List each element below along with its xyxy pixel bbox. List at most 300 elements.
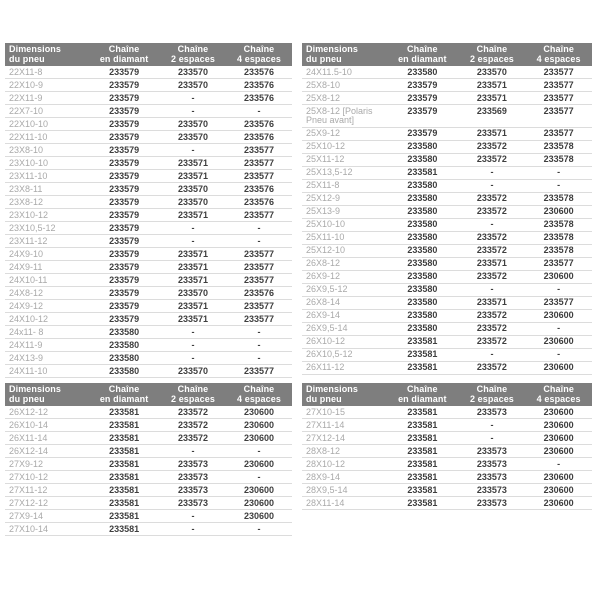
tire-size-cell: 23X10,5-12	[5, 222, 88, 235]
table-row	[5, 497, 292, 510]
part-number-cell: -	[459, 432, 526, 445]
table-row	[5, 261, 292, 274]
col-header-diamond-chain: Chaîne en diamant	[88, 383, 160, 406]
part-number-cell: 233572	[160, 432, 226, 445]
part-number-cell: 230600	[525, 419, 592, 432]
part-number-cell: 233577	[226, 170, 292, 183]
part-number-cell: 233577	[226, 313, 292, 326]
part-number-cell: 233579	[88, 313, 160, 326]
part-number-cell: 233579	[386, 92, 459, 105]
part-number-cell: 233572	[459, 140, 526, 153]
table-row	[5, 79, 292, 92]
tire-size-cell: 23X11-10	[5, 170, 88, 183]
part-number-cell: 233579	[88, 235, 160, 248]
tire-chain-table-bottom-left	[5, 383, 292, 536]
table-row	[302, 322, 592, 335]
part-number-cell: -	[525, 458, 592, 471]
table-header	[5, 43, 292, 66]
part-number-cell: 233576	[226, 196, 292, 209]
tire-size-cell: 25X12-9	[302, 192, 386, 205]
tire-size-cell: 23X8-12	[5, 196, 88, 209]
tire-size-cell: 23X11-12	[5, 235, 88, 248]
part-number-cell: 233577	[226, 157, 292, 170]
part-number-cell: -	[226, 235, 292, 248]
tire-size-cell: 25X8-12	[302, 92, 386, 105]
tire-size-cell: 23X10-10	[5, 157, 88, 170]
part-number-cell: 233572	[459, 153, 526, 166]
part-number-cell: 233580	[88, 326, 160, 339]
part-number-cell: 233577	[525, 127, 592, 140]
tire-size-cell: 26X10-12	[302, 335, 386, 348]
part-number-cell: 233581	[386, 348, 459, 361]
tire-size-cell: 24x11- 8	[5, 326, 88, 339]
part-number-cell: 233573	[459, 471, 526, 484]
part-number-cell: 233579	[88, 261, 160, 274]
table-row	[302, 458, 592, 471]
tire-size-cell: 22X7-10	[5, 105, 88, 118]
table-row	[302, 231, 592, 244]
tire-size-cell: 28X9,5-14	[302, 484, 386, 497]
part-number-cell: 233581	[88, 523, 160, 536]
table-row	[302, 406, 592, 419]
part-number-cell: 233572	[459, 192, 526, 205]
part-number-cell: 233577	[226, 144, 292, 157]
col-header-tire-dimensions: Dimensions du pneu	[302, 383, 386, 406]
part-number-cell: 233576	[226, 118, 292, 131]
tire-size-cell: 24X10-12	[5, 313, 88, 326]
col-header-4-space-chain: Chaîne 4 espaces	[525, 383, 592, 406]
table-row	[302, 335, 592, 348]
table-row	[5, 523, 292, 536]
col-header-diamond-chain: Chaîne en diamant	[386, 383, 459, 406]
part-number-cell: 233577	[226, 365, 292, 378]
part-number-cell: 230600	[525, 361, 592, 374]
part-number-cell: 233579	[88, 170, 160, 183]
part-number-cell: 233579	[88, 157, 160, 170]
part-number-cell: 230600	[226, 484, 292, 497]
part-number-cell: 233581	[88, 406, 160, 419]
tire-size-cell: 27X11-14	[302, 419, 386, 432]
table-row	[5, 222, 292, 235]
tire-size-cell: 22X11-10	[5, 131, 88, 144]
part-number-cell: 230600	[525, 484, 592, 497]
table-row	[302, 79, 592, 92]
tire-size-cell: 24X11-10	[5, 365, 88, 378]
table-row	[302, 497, 592, 510]
part-number-cell: 233581	[88, 510, 160, 523]
part-number-cell: 233572	[459, 270, 526, 283]
part-number-cell: 233580	[386, 66, 459, 79]
table-row	[302, 471, 592, 484]
part-number-cell: -	[459, 348, 526, 361]
part-number-cell: 230600	[525, 432, 592, 445]
table-row	[302, 166, 592, 179]
part-number-cell: 233576	[226, 131, 292, 144]
part-number-cell: -	[160, 222, 226, 235]
table-row	[5, 209, 292, 222]
part-number-cell: 233577	[525, 79, 592, 92]
part-number-cell: -	[525, 166, 592, 179]
part-number-cell: 233579	[88, 92, 160, 105]
table-row	[5, 484, 292, 497]
part-number-cell: 233572	[160, 419, 226, 432]
part-number-cell: 233570	[459, 66, 526, 79]
part-number-cell: 233572	[459, 309, 526, 322]
tire-size-cell: 25X9-12	[302, 127, 386, 140]
part-number-cell: 233581	[386, 361, 459, 374]
part-number-cell: 233576	[226, 79, 292, 92]
part-number-cell: 233580	[386, 231, 459, 244]
part-number-cell: 233578	[525, 192, 592, 205]
part-number-cell: 233572	[160, 406, 226, 419]
table-row	[5, 287, 292, 300]
part-number-cell: 233577	[226, 261, 292, 274]
part-number-cell: 233573	[459, 484, 526, 497]
part-number-cell: 233571	[459, 257, 526, 270]
table-row	[5, 300, 292, 313]
part-number-cell: 233576	[226, 66, 292, 79]
part-number-cell: 233581	[88, 458, 160, 471]
part-number-cell: 230600	[525, 406, 592, 419]
part-number-cell: 233579	[386, 105, 459, 128]
col-header-tire-dimensions: Dimensions du pneu	[5, 383, 88, 406]
table-row	[302, 257, 592, 270]
table-row	[302, 309, 592, 322]
tire-size-cell: 24X11-9	[5, 339, 88, 352]
part-number-cell: 230600	[525, 335, 592, 348]
part-number-cell: 233571	[459, 79, 526, 92]
part-number-cell: 233579	[88, 248, 160, 261]
part-number-cell: 233573	[459, 497, 526, 510]
table-row	[5, 92, 292, 105]
part-number-cell: -	[226, 445, 292, 458]
part-number-cell: 233576	[226, 92, 292, 105]
part-number-cell: 233571	[160, 274, 226, 287]
table-row	[5, 118, 292, 131]
tire-size-cell: 24X9-10	[5, 248, 88, 261]
table-row	[5, 352, 292, 365]
tire-size-cell: 26X10-14	[5, 419, 88, 432]
part-number-cell: 233581	[88, 497, 160, 510]
tire-size-cell: 28X11-14	[302, 497, 386, 510]
tire-size-cell: 26X12-12	[5, 406, 88, 419]
table-row	[5, 406, 292, 419]
tire-size-cell: 27X10-15	[302, 406, 386, 419]
part-number-cell: 233572	[459, 361, 526, 374]
table-row	[5, 144, 292, 157]
part-number-cell: 233579	[88, 287, 160, 300]
part-number-cell: 233579	[88, 118, 160, 131]
part-number-cell: 230600	[525, 497, 592, 510]
part-number-cell: 233579	[88, 209, 160, 222]
part-number-cell: 233576	[226, 287, 292, 300]
tire-size-cell: 23X8-11	[5, 183, 88, 196]
tire-chain-table	[302, 383, 592, 510]
tire-size-cell: 26X9-14	[302, 309, 386, 322]
table-row	[302, 445, 592, 458]
table-row	[5, 365, 292, 378]
part-number-cell: 233577	[525, 105, 592, 128]
part-number-cell: 233580	[386, 244, 459, 257]
part-number-cell: 233581	[386, 406, 459, 419]
part-number-cell: -	[525, 348, 592, 361]
table-row	[5, 157, 292, 170]
part-number-cell: 233578	[525, 231, 592, 244]
part-number-cell: 233580	[88, 365, 160, 378]
part-number-cell: 233579	[88, 66, 160, 79]
tire-size-cell: 27X12-12	[5, 497, 88, 510]
table-row	[302, 153, 592, 166]
part-number-cell: -	[226, 471, 292, 484]
part-number-cell: -	[459, 179, 526, 192]
part-number-cell: 233579	[88, 79, 160, 92]
part-number-cell: 233580	[386, 205, 459, 218]
part-number-cell: 230600	[525, 445, 592, 458]
tire-chain-table	[5, 43, 292, 378]
table-row	[5, 274, 292, 287]
part-number-cell: 233570	[160, 196, 226, 209]
tire-size-cell: 25X11-10	[302, 231, 386, 244]
part-number-cell: 233572	[459, 205, 526, 218]
part-number-cell: 230600	[226, 458, 292, 471]
part-number-cell: 233579	[88, 274, 160, 287]
table-row	[5, 235, 292, 248]
part-number-cell: 230600	[525, 309, 592, 322]
part-number-cell: 233577	[525, 257, 592, 270]
part-number-cell: -	[160, 352, 226, 365]
part-number-cell: 233579	[88, 105, 160, 118]
part-number-cell: 233580	[386, 192, 459, 205]
table-row	[5, 170, 292, 183]
part-number-cell: 233579	[88, 183, 160, 196]
part-number-cell: -	[226, 326, 292, 339]
part-number-cell: -	[160, 326, 226, 339]
tire-chain-table-top-right	[302, 43, 592, 375]
table-header	[302, 383, 592, 406]
part-number-cell: 233572	[459, 322, 526, 335]
part-number-cell: 233572	[459, 231, 526, 244]
part-number-cell: 233571	[160, 170, 226, 183]
tire-size-cell: 28X8-12	[302, 445, 386, 458]
part-number-cell: 233578	[525, 244, 592, 257]
tire-size-cell: 25X13-9	[302, 205, 386, 218]
part-number-cell: 233572	[459, 244, 526, 257]
table-row	[5, 105, 292, 118]
part-number-cell: 233580	[386, 309, 459, 322]
part-number-cell: 233571	[459, 92, 526, 105]
table-row	[5, 471, 292, 484]
table-header	[5, 383, 292, 406]
part-number-cell: 233572	[459, 335, 526, 348]
part-number-cell: 233573	[459, 445, 526, 458]
table-row	[5, 419, 292, 432]
part-number-cell: 233570	[160, 118, 226, 131]
part-number-cell: -	[160, 92, 226, 105]
part-number-cell: 233577	[226, 209, 292, 222]
table-row	[5, 313, 292, 326]
part-number-cell: 233580	[386, 140, 459, 153]
tire-chain-table	[302, 43, 592, 375]
part-number-cell: -	[160, 523, 226, 536]
part-number-cell: 233579	[386, 79, 459, 92]
part-number-cell: 233570	[160, 131, 226, 144]
tire-size-cell: 24X8-12	[5, 287, 88, 300]
tire-size-cell: 24X9-11	[5, 261, 88, 274]
part-number-cell: 233570	[160, 287, 226, 300]
part-number-cell: 233581	[88, 445, 160, 458]
part-number-cell: -	[226, 352, 292, 365]
table-row	[302, 192, 592, 205]
part-number-cell: -	[459, 218, 526, 231]
part-number-cell: 233581	[386, 497, 459, 510]
part-number-cell: 230600	[525, 205, 592, 218]
tire-size-cell: 24X13-9	[5, 352, 88, 365]
part-number-cell: -	[525, 322, 592, 335]
part-number-cell: 233580	[386, 179, 459, 192]
col-header-2-space-chain: Chaîne 2 espaces	[459, 383, 526, 406]
part-number-cell: -	[160, 510, 226, 523]
tire-size-cell: 25X10-12	[302, 140, 386, 153]
tire-size-cell: 23X10-12	[5, 209, 88, 222]
tire-size-cell: 25X10-10	[302, 218, 386, 231]
tire-size-cell: 22X10-9	[5, 79, 88, 92]
part-number-cell: -	[160, 105, 226, 118]
col-header-diamond-chain: Chaîne en diamant	[386, 43, 459, 66]
tire-size-cell: 25X8-12 [Polaris Pneu avant]	[302, 105, 386, 128]
part-number-cell: 233581	[386, 484, 459, 497]
tire-size-cell: 25X11-12	[302, 153, 386, 166]
part-number-cell: 233581	[386, 432, 459, 445]
part-number-cell: -	[525, 179, 592, 192]
part-number-cell: 233571	[160, 300, 226, 313]
part-number-cell: 233570	[160, 79, 226, 92]
table-row	[302, 205, 592, 218]
part-number-cell: 233571	[459, 296, 526, 309]
table-row	[302, 140, 592, 153]
part-number-cell: 233578	[525, 218, 592, 231]
part-number-cell: 233577	[226, 300, 292, 313]
table-row	[5, 131, 292, 144]
part-number-cell: 233580	[386, 322, 459, 335]
tire-size-cell: 27X11-12	[5, 484, 88, 497]
tire-size-cell: 26X11-12	[302, 361, 386, 374]
tire-size-cell: 22X11-9	[5, 92, 88, 105]
table-row	[302, 348, 592, 361]
part-number-cell: 233581	[386, 445, 459, 458]
table-row	[5, 248, 292, 261]
tire-chain-table	[5, 383, 292, 536]
part-number-cell: 233571	[160, 261, 226, 274]
table-row	[302, 484, 592, 497]
part-number-cell: 233573	[160, 471, 226, 484]
tire-size-cell: 24X11.5-10	[302, 66, 386, 79]
part-number-cell: 233578	[525, 140, 592, 153]
tire-size-cell: 26X8-12	[302, 257, 386, 270]
part-number-cell: 233569	[459, 105, 526, 128]
tire-size-cell: 23X8-10	[5, 144, 88, 157]
tire-chain-table-top-left	[5, 43, 292, 378]
part-number-cell: 233577	[226, 274, 292, 287]
table-row	[302, 179, 592, 192]
part-number-cell: 233571	[160, 157, 226, 170]
part-number-cell: 233581	[386, 166, 459, 179]
part-number-cell: 233579	[88, 144, 160, 157]
part-number-cell: 233580	[386, 270, 459, 283]
table-row	[5, 339, 292, 352]
tire-size-cell: 26X8-14	[302, 296, 386, 309]
table-row	[302, 419, 592, 432]
part-number-cell: 233581	[88, 432, 160, 445]
col-header-diamond-chain: Chaîne en diamant	[88, 43, 160, 66]
part-number-cell: 233571	[160, 209, 226, 222]
col-header-4-space-chain: Chaîne 4 espaces	[525, 43, 592, 66]
part-number-cell: 233573	[459, 406, 526, 419]
table-row	[302, 244, 592, 257]
part-number-cell: 230600	[226, 510, 292, 523]
part-number-cell: -	[226, 105, 292, 118]
table-row	[302, 92, 592, 105]
part-number-cell: 233578	[525, 153, 592, 166]
part-number-cell: 233581	[88, 419, 160, 432]
tire-chain-table-bottom-right	[302, 383, 592, 510]
part-number-cell: -	[459, 283, 526, 296]
part-number-cell: -	[226, 222, 292, 235]
tire-size-cell: 25X11-8	[302, 179, 386, 192]
table-row	[5, 458, 292, 471]
part-number-cell: -	[525, 283, 592, 296]
part-number-cell: 233573	[160, 484, 226, 497]
tire-size-cell: 25X12-10	[302, 244, 386, 257]
tire-size-cell: 26X10,5-12	[302, 348, 386, 361]
tire-size-cell: 22X11-8	[5, 66, 88, 79]
part-number-cell: -	[160, 339, 226, 352]
part-number-cell: 233580	[88, 339, 160, 352]
part-number-cell: 233577	[525, 66, 592, 79]
part-number-cell: 233581	[386, 471, 459, 484]
part-number-cell: -	[459, 419, 526, 432]
tire-size-cell: 25X13,5-12	[302, 166, 386, 179]
part-number-cell: 233573	[160, 497, 226, 510]
tire-size-cell: 27X12-14	[302, 432, 386, 445]
tire-size-cell: 26X9,5-14	[302, 322, 386, 335]
col-header-tire-dimensions: Dimensions du pneu	[302, 43, 386, 66]
part-number-cell: 233581	[88, 484, 160, 497]
tire-size-cell: 26X9,5-12	[302, 283, 386, 296]
table-row	[5, 326, 292, 339]
table-row	[302, 432, 592, 445]
part-number-cell: 233581	[88, 471, 160, 484]
part-number-cell: -	[160, 235, 226, 248]
part-number-cell: 233580	[386, 296, 459, 309]
part-number-cell: 230600	[226, 432, 292, 445]
part-number-cell: 233579	[386, 127, 459, 140]
tire-size-cell: 24X10-11	[5, 274, 88, 287]
part-number-cell: 233573	[160, 458, 226, 471]
part-number-cell: 233577	[525, 296, 592, 309]
col-header-2-space-chain: Chaîne 2 espaces	[459, 43, 526, 66]
part-number-cell: 233570	[160, 365, 226, 378]
tire-size-cell: 27X10-14	[5, 523, 88, 536]
part-number-cell: 230600	[525, 270, 592, 283]
col-header-2-space-chain: Chaîne 2 espaces	[160, 43, 226, 66]
part-number-cell: 233571	[160, 313, 226, 326]
part-number-cell: 233573	[459, 458, 526, 471]
part-number-cell: -	[459, 166, 526, 179]
part-number-cell: 233576	[226, 183, 292, 196]
part-number-cell: 233579	[88, 196, 160, 209]
part-number-cell: 233580	[88, 352, 160, 365]
tire-size-cell: 28X10-12	[302, 458, 386, 471]
